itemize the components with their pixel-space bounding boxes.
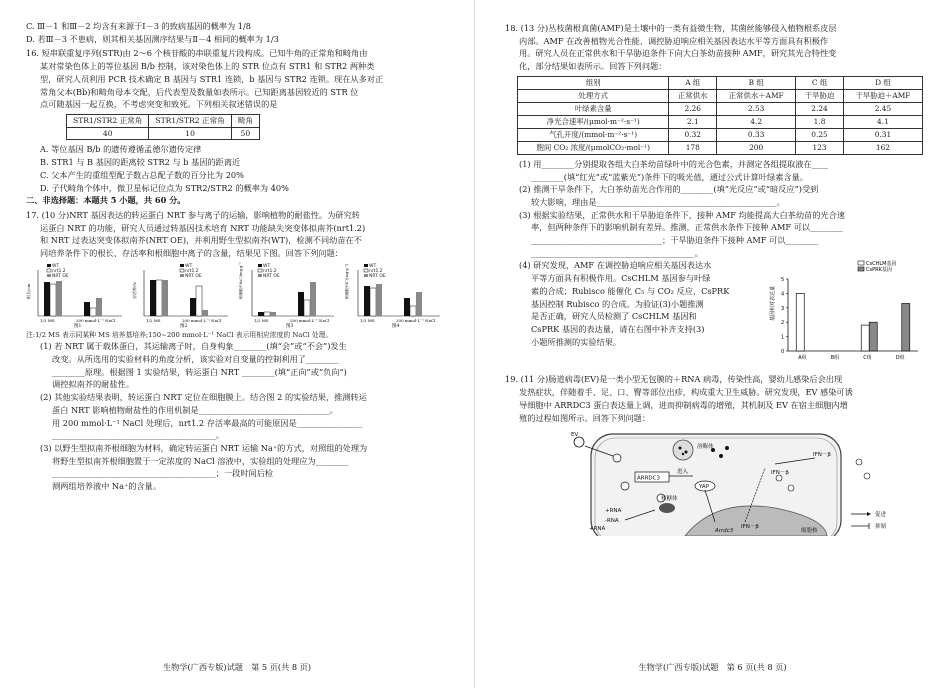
figure-3 <box>238 262 338 328</box>
x-tick-label: A组 <box>798 355 807 362</box>
fig2-label: 图2 <box>180 323 188 328</box>
table-cell: 2.1 <box>669 115 717 128</box>
q17-line: 17. (10 分)NRT 基因表达的转运蛋白 NRT 参与离子的运输，影响植物的耐盐性。为研究转 <box>26 209 360 220</box>
table-cell: 0.31 <box>843 128 922 141</box>
q17-sub-line: 用 200 mmol·L⁻¹ NaCl 处理后，nrt1.2 存活率最高的可能原因是________________ <box>52 417 363 428</box>
table-cell: 处理方式 <box>518 89 669 102</box>
label-arrdc3: ARRDC3 <box>637 475 660 482</box>
q19-line: 19. (11 分)肠道病毒(EV)是一类小型无包膜的＋RNA 病毒，传染性高，婴幼儿感染后会出现 <box>505 374 843 385</box>
label-ev: EV <box>571 432 579 439</box>
q18-4-line: (4) 研究发现，AMF 在调控胁迫响应相关基因表达水 <box>519 260 712 271</box>
table-cell: 123 <box>796 141 844 154</box>
table-cell: 2.53 <box>717 102 796 115</box>
q19-line: 发热症状，伴随着手、足、口、臀等部位出疹，构成重大卫生威胁。研究发现，EV 感染可诱 <box>519 387 853 398</box>
legend-nrt: nrt1.2 <box>185 268 199 274</box>
table-cell: 162 <box>843 141 922 154</box>
q18-line: 用。研究人员在正常供水和干旱胁迫条件下向大白茶幼苗接种 AMF，研究其光合特性变 <box>519 48 837 59</box>
table-cell: 0.32 <box>669 128 717 141</box>
q18-part-4-text <box>505 259 762 371</box>
q17-sub-line: ________________________________________；一段时间后检 <box>52 468 274 479</box>
table-row <box>518 102 923 115</box>
q18-sub-line: (2) 推测干旱条件下，大白茶幼苗光合作用的________(填“光反应”或“暗反应”)受到 <box>519 184 819 195</box>
q17-sub-line: 蛋白 NRT 影响植物耐盐性的作用机制是________________________________。 <box>52 404 338 415</box>
label-yap: YAP <box>699 484 710 491</box>
q18-4-line: 是否正确，研究人员检测了 CsCHLM 基因和 <box>531 311 697 322</box>
q18-sub-line: ________(填“红光”或“蓝紫光”)条件下的吸光值，通过公式计算叶绿素含量。 <box>531 171 808 182</box>
table-cell: 10 <box>149 127 231 140</box>
fig3-xcat: 200 mmol·L⁻¹ NaCl <box>290 317 330 323</box>
label-enter: 进入 <box>677 469 689 476</box>
legend-wt: WT <box>263 263 271 269</box>
table-cell: 1.8 <box>796 115 844 128</box>
q17-sub-line: 调控拟南芥的耐盐性。 <box>52 379 134 390</box>
label-ifn-1: IFN－β <box>771 470 789 477</box>
table-cell: 正常供水 <box>669 89 717 102</box>
table-header: B 组 <box>717 76 796 89</box>
fig3-ylabel: 根细胞中Na⁺/(mg·g⁻¹) <box>239 261 243 299</box>
page-footer: 生物学(广西专版)试题 第 6 页(共 8 页) <box>638 662 787 673</box>
legend-oe: NRT OE <box>263 273 280 279</box>
section-heading: 二、非选择题：本题共 5 小题，共 60 分。 <box>26 195 186 206</box>
fig4-xcat: 1/2 MS <box>360 317 375 323</box>
table-cell: 2.26 <box>669 102 717 115</box>
legend-nrt: nrt1.2 <box>263 268 277 274</box>
y-tick-label: 5 <box>781 277 785 284</box>
lysosome <box>673 440 693 460</box>
q17-sub-line: ________________________________________。 <box>52 430 224 441</box>
q18-sub-line: ________________________________________。 <box>531 247 703 258</box>
legend-oe: NRT OE <box>369 273 386 279</box>
question-16 <box>26 47 452 194</box>
table-row <box>518 128 923 141</box>
fig3-label: 图3 <box>286 323 294 328</box>
q17-sub-line: 改变。从所选用的实验材料的角度分析，该实验对自变量的控制利用了________ <box>52 354 339 365</box>
label-ifn-2: IFN－β <box>813 452 831 459</box>
y-tick-label: 3 <box>781 306 785 313</box>
q18-4-line: 平等方面具有积极作用。CsCHLM 基因参与叶绿 <box>531 273 711 284</box>
label-plus-rna-2: +RNA <box>589 526 606 533</box>
q18-sub-line: 率，但两种条件下的影响机制有差异。推测，正常供水条件下接种 AMF 可以________ <box>531 222 843 233</box>
q18-4-line: CsPRK 基因的表达量，请在右图中补齐支持(3) <box>531 323 705 334</box>
chart-ylabel: 基因相对表达量 <box>770 286 776 322</box>
legend-oe: NRT OE <box>185 273 202 279</box>
q15-option-c: C. Ⅲ－1 和Ⅲ－2 均含有来源于Ⅰ－3 的致病基因的概率为 1/8 <box>26 21 251 31</box>
table-header: C 组 <box>796 76 844 89</box>
label-plus-rna: +RNA <box>605 508 622 515</box>
q18-sub-line: ________________________________；干旱胁迫条件下接种 AMF 可以________ <box>531 235 819 246</box>
fig4-xcat: 200 mmol·L⁻¹ NaCl <box>396 317 436 323</box>
x-tick-label: B组 <box>830 355 840 362</box>
question-19 <box>505 373 926 536</box>
question-18 <box>505 22 926 371</box>
label-ifn-3: IFN－β <box>741 524 759 531</box>
figure-2-chart <box>132 262 232 328</box>
table-cell: 0.33 <box>717 128 796 141</box>
q17-sub-line: (3) 以野生型拟南芥根细胞为材料，确定转运蛋白 NRT 运输 Na⁺的方式，对照组的处理为 <box>40 442 368 453</box>
x-tick-label: C组 <box>863 355 872 362</box>
figure-4 <box>344 262 444 328</box>
table-cell: 4.1 <box>843 115 922 128</box>
table-header: STR1/STR2 正常角 <box>149 114 231 127</box>
q19-line: 殖的过程如图所示。回答下列问题： <box>519 412 651 423</box>
legend-nrt: nrt1.2 <box>369 268 383 274</box>
q16-line: 点可随基因一起互换，不考虑突变和致死。下列相关叙述错误的是 <box>40 99 278 110</box>
table-cell: 50 <box>231 127 259 140</box>
page-footer: 生物学(广西专版)试题 第 5 页(共 8 页) <box>162 662 312 673</box>
table-cell: 干旱胁迫＋AMF <box>843 89 922 102</box>
figure-3-chart <box>238 262 338 328</box>
figure-2 <box>132 262 232 328</box>
table-header: D 组 <box>843 76 922 89</box>
legend-wt: WT <box>52 263 60 269</box>
y-tick-label: 1 <box>781 335 785 342</box>
fig1-label: 图1 <box>74 323 82 328</box>
q16-option: A. 等位基因 B/b 的遗传遵循孟德尔遗传定律 <box>40 144 202 155</box>
q18-4-line: 素的合成；Rubisco 能催化 C₅ 与 CO₂ 反应，CsPRK <box>531 285 730 296</box>
table-cell: 胞间 CO₂ 浓度/(μmolCO₂·mol⁻¹) <box>518 141 669 154</box>
table-row <box>518 89 923 102</box>
q16-option: C. 父本产生的重组型配子数占总配子数的百分比为 20% <box>40 169 244 180</box>
q18-sub-line: 较大影响，理由是____________________________________________。 <box>531 196 785 207</box>
table-cell: 0.25 <box>796 128 844 141</box>
fig1-ylabel: 根长/cm <box>26 283 31 299</box>
label-lysosome: 溶酶体 <box>697 444 714 451</box>
x-tick-label: D组 <box>895 355 905 362</box>
ev-particle <box>574 437 584 447</box>
q18-part-4 <box>505 259 926 371</box>
q16-line: 常角父本(Bb)和畸角母本交配，后代表型及数量如表所示。已知距离基因较近的 STR 位 <box>40 86 359 97</box>
fig4-ylabel: 根细胞中K⁺/(mg·g⁻¹) <box>345 263 349 299</box>
q18-sub-line: (3) 根据实验结果，正常供水和干旱胁迫条件下，接种 AMF 均能提高大白茶幼苗的光合速 <box>519 209 845 220</box>
page-6 <box>475 0 950 688</box>
bar-cschlm <box>861 326 869 352</box>
legend-promote: 促进 <box>875 512 887 519</box>
fig4-label: 图4 <box>392 323 400 328</box>
q18-4-line: 基因控制 Rubisco 的合成。为验证(3)小题推测 <box>531 298 704 309</box>
table-header: 组别 <box>518 76 669 89</box>
gene-expression-svg <box>766 259 926 371</box>
fig2-xcat: 200 mmol·L⁻¹ NaCl <box>182 317 222 323</box>
fig2-ylabel: 存活率/% <box>132 281 137 299</box>
ribosome <box>659 503 675 513</box>
fig1-xcat: 200 mmol·L⁻¹ NaCl <box>76 317 116 323</box>
q17-line: 运蛋白 NRT 的功能，研究人员通过转基因技术培育 NRT 功能缺失突变体拟南芥(nrt1.2) <box>40 222 366 233</box>
y-tick-label: 4 <box>781 291 785 298</box>
q18-table <box>517 76 923 155</box>
q17-sub-line: (2) 其他实验结果表明，转运蛋白 NRT 定位在细胞膜上。结合图 2 的实验结果，推测转运 <box>40 392 367 403</box>
q17-figures <box>26 262 452 328</box>
legend-csprk: CsPRK基因 <box>866 267 892 274</box>
table-cell: 干旱胁迫 <box>796 89 844 102</box>
legend-wt: WT <box>369 263 377 269</box>
label-minus-rna: -RNA <box>605 518 619 525</box>
legend-oe: NRT OE <box>52 273 69 279</box>
q17-line: 同培养条件下的根长、存活率和根细胞中离子的含量，结果见下图。回答下列问题： <box>40 248 343 259</box>
q18-sub-line: (1) 用________分别提取各组大白茶幼苗绿叶中的光合色素，并测定各组提取液在____ <box>519 158 828 169</box>
label-ribosome: 核糖体 <box>661 496 678 503</box>
q16-option: B. STR1 与 B 基因的距离较 STR2 与 b 基因的距离近 <box>40 157 241 168</box>
q16-line: 某对常染色体上的等位基因 B/b 控制，该对染色体上的 STR 位点有 STR1 和 STR2 两种类 <box>40 61 375 72</box>
table-cell: 4.2 <box>717 115 796 128</box>
ev-diagram-svg <box>565 428 895 536</box>
bar-csprk <box>902 304 910 352</box>
question-17 <box>26 209 452 493</box>
table-cell: 净光合速率/(μmol·m⁻²·s⁻¹) <box>518 115 669 128</box>
q16-line: 16. 短串联重复序列(STR)由 2～6 个核苷酸的串联重复片段构成。已知牛角的正常角和畸角由 <box>26 48 368 59</box>
table-cell: 40 <box>67 127 149 140</box>
q18-line: 化，部分结果如表所示。回答下列问题： <box>519 61 667 72</box>
figure-4-chart <box>344 262 444 328</box>
q16-table <box>66 114 260 141</box>
table-header: 畸角 <box>231 114 259 127</box>
ev-infection-diagram <box>565 428 895 536</box>
figure-1-chart <box>26 262 126 328</box>
q17-sub-line: ________原理。根据图 1 实验结果，转运蛋白 NRT ________(填“正向”或“负向”) <box>52 366 347 377</box>
q17-line: 和 NRT 过表达突变体拟南芥(NRT OE)，并利用野生型拟南芥(WT)，检测不同幼苗在不 <box>40 235 362 246</box>
q17-sub-line: 将野生型拟南芥根细胞置于一定浓度的 NaCl 溶液中，实验组的处理应为________ <box>52 455 349 466</box>
table-row <box>518 115 923 128</box>
figure-1 <box>26 262 126 328</box>
q17-sub-line: 测两组培养液中 Na⁺的含量。 <box>52 481 162 492</box>
bar-csprk <box>869 323 877 352</box>
fig1-xcat: 1/2 MS <box>40 317 55 323</box>
table-cell: 178 <box>669 141 717 154</box>
table-row <box>518 141 923 154</box>
legend-nrt: nrt1.2 <box>52 268 66 274</box>
q18-line: 内部。AMF 在改善植物光合性能、调控胁迫响应相关基因表达水平等方面具有积极作 <box>519 35 829 46</box>
figure-note: 注:1/2 MS 表示同某种 MS 培养基培养;150~200 mmol·L⁻¹ NaCl 表示用相应浓度的 NaCl 处理。 <box>26 330 333 339</box>
table-cell: 气孔开度/(mmol·m⁻²·s⁻¹) <box>518 128 669 141</box>
legend-wt: WT <box>185 263 193 269</box>
table-header: A 组 <box>669 76 717 89</box>
label-arrdc3-gene: Arrdc3 <box>715 528 734 535</box>
fig3-xcat: 1/2 MS <box>254 317 269 323</box>
table-cell: 2.24 <box>796 102 844 115</box>
table-cell: 叶绿素含量 <box>518 102 669 115</box>
table-cell: 2.45 <box>843 102 922 115</box>
label-nucleus: 细胞核 <box>801 528 818 535</box>
table-header: STR1/STR2 正常角 <box>67 114 149 127</box>
q16-option: D. 子代畸角个体中，微卫星标记位点为 STR2/STR2 的概率为 40% <box>40 182 289 193</box>
q19-line: 导细胞中 ARRDC3 蛋白表达量上调，进而抑制病毒的增殖，其机制及 EV 在宿主细胞内增 <box>519 399 848 410</box>
q15-option-d: D. 若Ⅲ－3 不患病，则其相关基因测序结果与Ⅱ－4 相同的概率为 1/3 <box>26 33 279 44</box>
legend-cschlm: CsCHLM基因 <box>866 261 897 268</box>
y-tick-label: 2 <box>781 320 785 327</box>
y-tick-label: 0 <box>781 349 785 356</box>
bar-cschlm <box>796 294 804 352</box>
q18-4-line: 小题所推测的实验结果。 <box>531 336 622 347</box>
q16-line: 型，研究人员利用 PCR 技术确定 B 基因与 STR1 连锁，b 基因与 STR2 连锁。现在从多对正 <box>40 73 384 84</box>
table-cell: 正常供水＋AMF <box>717 89 796 102</box>
q18-line: 18. (13 分)丛枝菌根真菌(AMF)是土壤中的一类有益微生物，其菌丝能够侵入植物根系皮层 <box>505 23 837 33</box>
table-cell: 200 <box>717 141 796 154</box>
gene-expression-chart <box>766 259 926 371</box>
fig2-xcat: 1/2 MS <box>146 317 161 323</box>
q17-sub-line: (1) 若 NRT 属于载体蛋白，其运输离子时，自身构象________(填“会”或“不会”)发生 <box>40 341 347 352</box>
legend-inhibit: 抑制 <box>875 524 887 531</box>
